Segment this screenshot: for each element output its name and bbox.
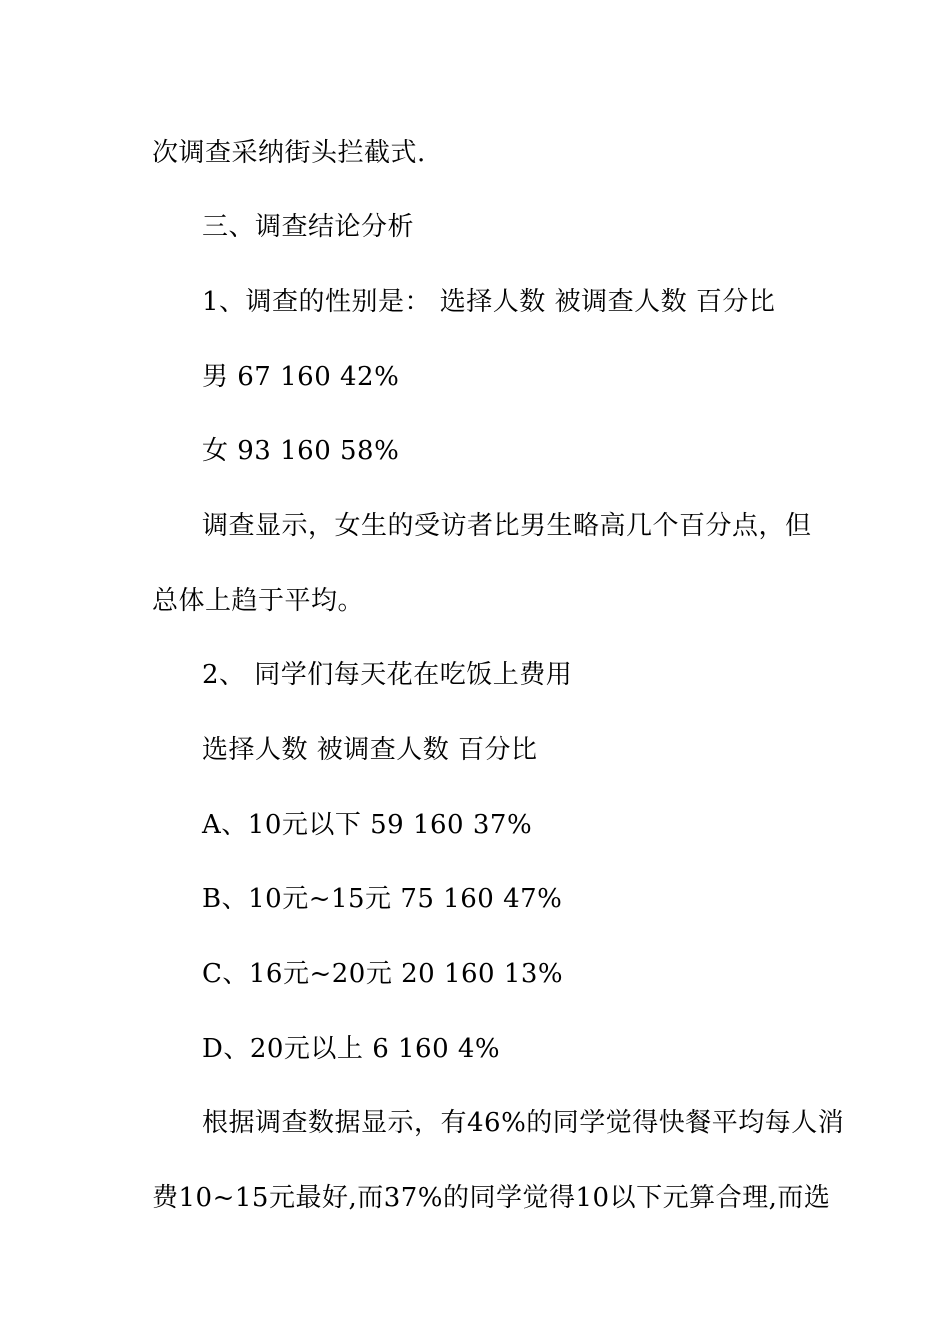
table-header: 选择人数 被调查人数 百分比 bbox=[202, 735, 538, 765]
question-heading: 2、 同学们每天花在吃饭上费用 bbox=[202, 660, 573, 690]
paragraph-line: 根据调查数据显示，有46%的同学觉得快餐平均每人消 bbox=[202, 1108, 845, 1138]
paragraph-line: 次调查采纳街头拦截式. bbox=[152, 138, 426, 168]
paragraph-line: 总体上趋于平均。 bbox=[152, 586, 365, 616]
table-row: 男 67 160 42% bbox=[202, 362, 400, 392]
table-row: D、20元以上 6 160 4% bbox=[202, 1034, 501, 1064]
table-row: C、16元~20元 20 160 13% bbox=[202, 959, 564, 989]
table-row: A、10元以下 59 160 37% bbox=[202, 810, 533, 840]
table-row: 女 93 160 58% bbox=[202, 436, 400, 466]
paragraph-line: 费10~15元最好,而37%的同学觉得10以下元算合理,而选 bbox=[152, 1183, 831, 1213]
question-heading: 1、调查的性别是： 选择人数 被调查人数 百分比 bbox=[202, 287, 776, 317]
section-heading: 三、调查结论分析 bbox=[202, 212, 415, 242]
table-row: B、10元~15元 75 160 47% bbox=[202, 884, 563, 914]
paragraph-line: 调查显示，女生的受访者比男生略高几个百分点，但 bbox=[202, 511, 812, 541]
